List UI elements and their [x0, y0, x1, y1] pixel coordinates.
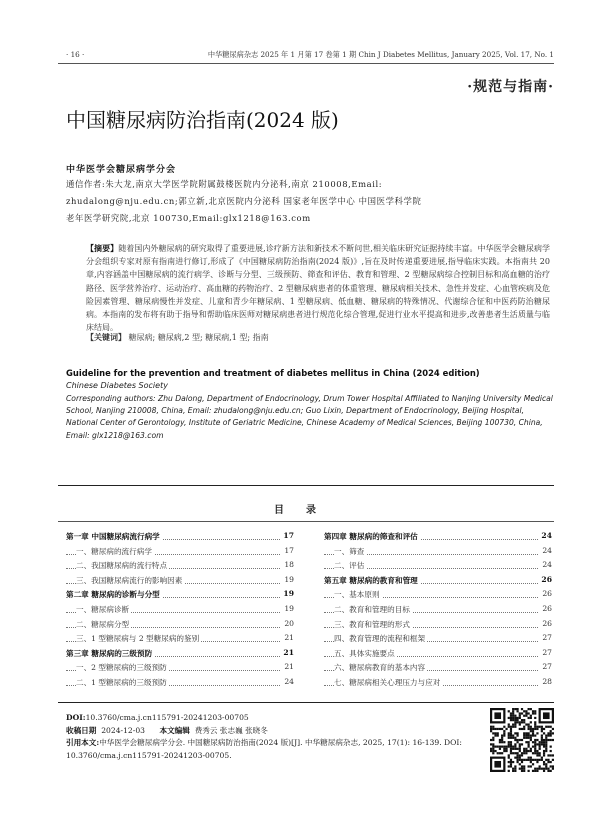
- english-organization: Chinese Diabetes Society: [66, 381, 168, 390]
- toc-label: 七、糖尿病相关心理压力与应对: [334, 678, 441, 687]
- toc-chapter[interactable]: [66, 589, 294, 601]
- toc-page: 26: [542, 618, 552, 628]
- correspondence-line: 老年医学研究院,北京 100730,Email:glx1218@163.com: [66, 213, 311, 223]
- toc-label: 一、基本原则: [334, 590, 380, 600]
- toc-label: 五、具体实施要点: [334, 648, 395, 658]
- keywords-label: 【关键词】: [86, 332, 126, 342]
- toc-page: 17: [283, 531, 294, 540]
- doi-line: DOI:10.3760/cma.j.cn115791-20241203-00705: [66, 713, 249, 722]
- toc-rule: [58, 521, 554, 522]
- toc-label: 六、糖尿病教育的基本内容: [334, 663, 426, 673]
- toc-page: 27: [542, 633, 552, 643]
- abstract: [86, 242, 550, 334]
- toc-entry[interactable]: [324, 560, 552, 572]
- toc-page: 24: [541, 531, 552, 540]
- toc-entry[interactable]: [324, 589, 552, 601]
- page-number: · 16 ·: [66, 50, 85, 59]
- toc-page: 18: [284, 560, 294, 570]
- toc-label: 第五章 糖尿病的教育和管理: [324, 575, 418, 585]
- toc-entry[interactable]: [324, 619, 552, 631]
- toc-page: 21: [284, 662, 294, 672]
- toc-page: 26: [542, 589, 552, 599]
- toc-title: 目录: [274, 505, 338, 516]
- toc-page: 24: [284, 677, 294, 686]
- toc-label: 二、糖尿病分型: [76, 619, 130, 629]
- toc-entry[interactable]: [66, 546, 294, 558]
- toc-entry[interactable]: [66, 633, 294, 645]
- toc-label: 一、筛查: [334, 546, 365, 556]
- toc-label: 二、我国糖尿病的流行特点: [76, 561, 168, 571]
- toc-chapter[interactable]: [324, 531, 552, 543]
- toc-page: 21: [284, 633, 294, 643]
- section-tag: ·规范与指南·: [467, 79, 554, 95]
- toc-page: 27: [542, 662, 552, 672]
- toc-page: 19: [284, 604, 294, 613]
- header-rule: [58, 63, 554, 64]
- toc-entry[interactable]: [66, 560, 294, 572]
- toc-page: 26: [541, 574, 552, 584]
- toc-chapter[interactable]: [66, 648, 294, 660]
- toc-label: 第一章 中国糖尿病流行病学: [66, 532, 160, 541]
- toc-label: 一、2 型糖尿病的三级预防: [76, 663, 167, 673]
- toc-label: 三、我国糖尿病流行的影响因素: [76, 575, 183, 585]
- toc-label: 三、1 型糖尿病与 2 型糖尿病的鉴别: [76, 634, 200, 644]
- toc-chapter[interactable]: [324, 575, 552, 587]
- toc-label: 第二章 糖尿病的诊断与分型: [66, 590, 160, 600]
- toc-label: 二、评估: [334, 561, 365, 571]
- citation: 引用本文:中华医学会糖尿病学分会. 中国糖尿病防治指南(2024 版)[J]. 中华糖尿病杂志, 2025, 17(1): 16-139. DOI: 10.3760/cma.j.cn115791-20241203-00705.: [66, 738, 462, 760]
- toc-top-rule: [58, 485, 554, 486]
- toc-label: 第四章 糖尿病的筛查和评估: [324, 532, 418, 541]
- toc-label: 二、教育和管理的目标: [334, 605, 410, 614]
- toc-label: 二、1 型糖尿病的三级预防: [76, 678, 167, 687]
- toc-entry[interactable]: [324, 633, 552, 645]
- toc-entry[interactable]: [66, 662, 294, 674]
- toc-label: 四、教育管理的流程和框架: [334, 634, 426, 644]
- toc-page: 19: [284, 574, 294, 584]
- toc-entry[interactable]: [66, 604, 294, 616]
- toc-label: 一、糖尿病的流行病学: [76, 546, 152, 556]
- toc-page: 26: [542, 604, 552, 613]
- toc-page: 20: [284, 618, 294, 628]
- toc-entry[interactable]: [324, 677, 552, 689]
- toc-page: 24: [542, 560, 552, 570]
- toc-label: 三、教育和管理的形式: [334, 619, 410, 629]
- correspondence: [66, 176, 554, 227]
- toc-chapter[interactable]: [66, 531, 294, 543]
- toc-page: 24: [542, 545, 552, 555]
- abstract-label: 【摘要】: [86, 243, 119, 253]
- organization: 中华医学会糖尿病学分会: [66, 165, 177, 175]
- toc-page: 17: [284, 545, 294, 555]
- correspondence-line: 通信作者:朱大龙,南京大学医学院附属鼓楼医院内分泌科,南京 210008,Email:: [66, 179, 383, 189]
- journal-citation: 中华糖尿病杂志 2025 年 1 月第 17 卷第 1 期 Chin J Diabetes Mellitus, January 2025, Vol. 17, No. 1: [207, 50, 554, 59]
- toc-entry[interactable]: [324, 604, 552, 616]
- english-correspondence: Corresponding authors: Zhu Dalong, Department of Endocrinology, Drum Tower Hospital Affiliated to Nanjing University Medical School, Nanjing 210008, China, Email: zhudalong@nju.edu.cn; Guo Lixin, Department of Endocrinology, Beijing Hospital, National Center of Gerontology, Institute of Geriatric Medicine, Chinese Academy of Medical Sciences, Beijing 100730, China, Email: glx1218@163.com: [66, 394, 553, 440]
- keywords-text: 糖尿病; 糖尿病,2 型; 糖尿病,1 型; 指南: [128, 333, 269, 342]
- received-line: 收稿日期 2024-12-03 本文编辑 费秀云 张志巍 张晓冬: [66, 725, 268, 735]
- toc-entry[interactable]: [324, 662, 552, 674]
- toc-entry[interactable]: [324, 546, 552, 558]
- footer-rule: [58, 702, 554, 703]
- correspondence-line: zhudalong@nju.edu.cn;郭立新,北京医院内分泌科 国家老年医学中心 中国医学科学院: [66, 196, 422, 206]
- toc-entry[interactable]: [66, 575, 294, 587]
- toc-page: 27: [542, 647, 552, 657]
- english-title: Guideline for the prevention and treatment of diabetes mellitus in China (2024 edition): [66, 368, 480, 378]
- toc-label: 一、糖尿病诊断: [76, 605, 130, 614]
- article-footer: [66, 712, 536, 762]
- toc-page: 19: [283, 589, 294, 599]
- toc-entry[interactable]: [66, 677, 294, 689]
- doi-link[interactable]: 10.3760/cma.j.cn115791-20241203-00705: [85, 713, 249, 722]
- keywords: [86, 332, 269, 343]
- qr-code-graphic: [490, 708, 554, 772]
- toc-label: 第三章 糖尿病的三级预防: [66, 648, 153, 658]
- toc-entry[interactable]: [66, 619, 294, 631]
- abstract-text: 随着国内外糖尿病的研究取得了重要进展,诊疗新方法和新技术不断问世,相关临床研究证据持续丰富。中华医学会糖尿病学分会组织专家对原有指南进行修订,形成了《中国糖尿病防治指南(2024 版)》,旨在及时传递重要进展,指导临床实践。本指南共 20 章,内容涵盖中国糖尿病的流行病学、诊断与分型、三级预防、筛查和评估、教育和管理、2 型糖尿病综合控制目标和高血糖的治疗路径、医学营养治疗、运动治疗、高血糖的药物治疗、2 型糖尿病患者的体重管理、糖尿病相关技术、急性并发症、心血管疾病及危险因素管理、糖尿病慢性并发症、儿童和青少年糖尿病、1 型糖尿病、低血糖、糖尿病的特殊情况、代谢综合征和中医药防治糖尿病。本指南的发布将有助于指导和帮助临床医师对糖尿病患者进行规范化综合管理,促进行业水平提高和进步,改善患者生活质量与临床结局。: [86, 244, 550, 333]
- toc-page: 21: [283, 647, 294, 657]
- toc-entry[interactable]: [324, 648, 552, 660]
- qr-code-icon[interactable]: [490, 708, 554, 772]
- article-title: 中国糖尿病防治指南(2024 版): [66, 108, 339, 132]
- toc-page: 28: [542, 677, 552, 686]
